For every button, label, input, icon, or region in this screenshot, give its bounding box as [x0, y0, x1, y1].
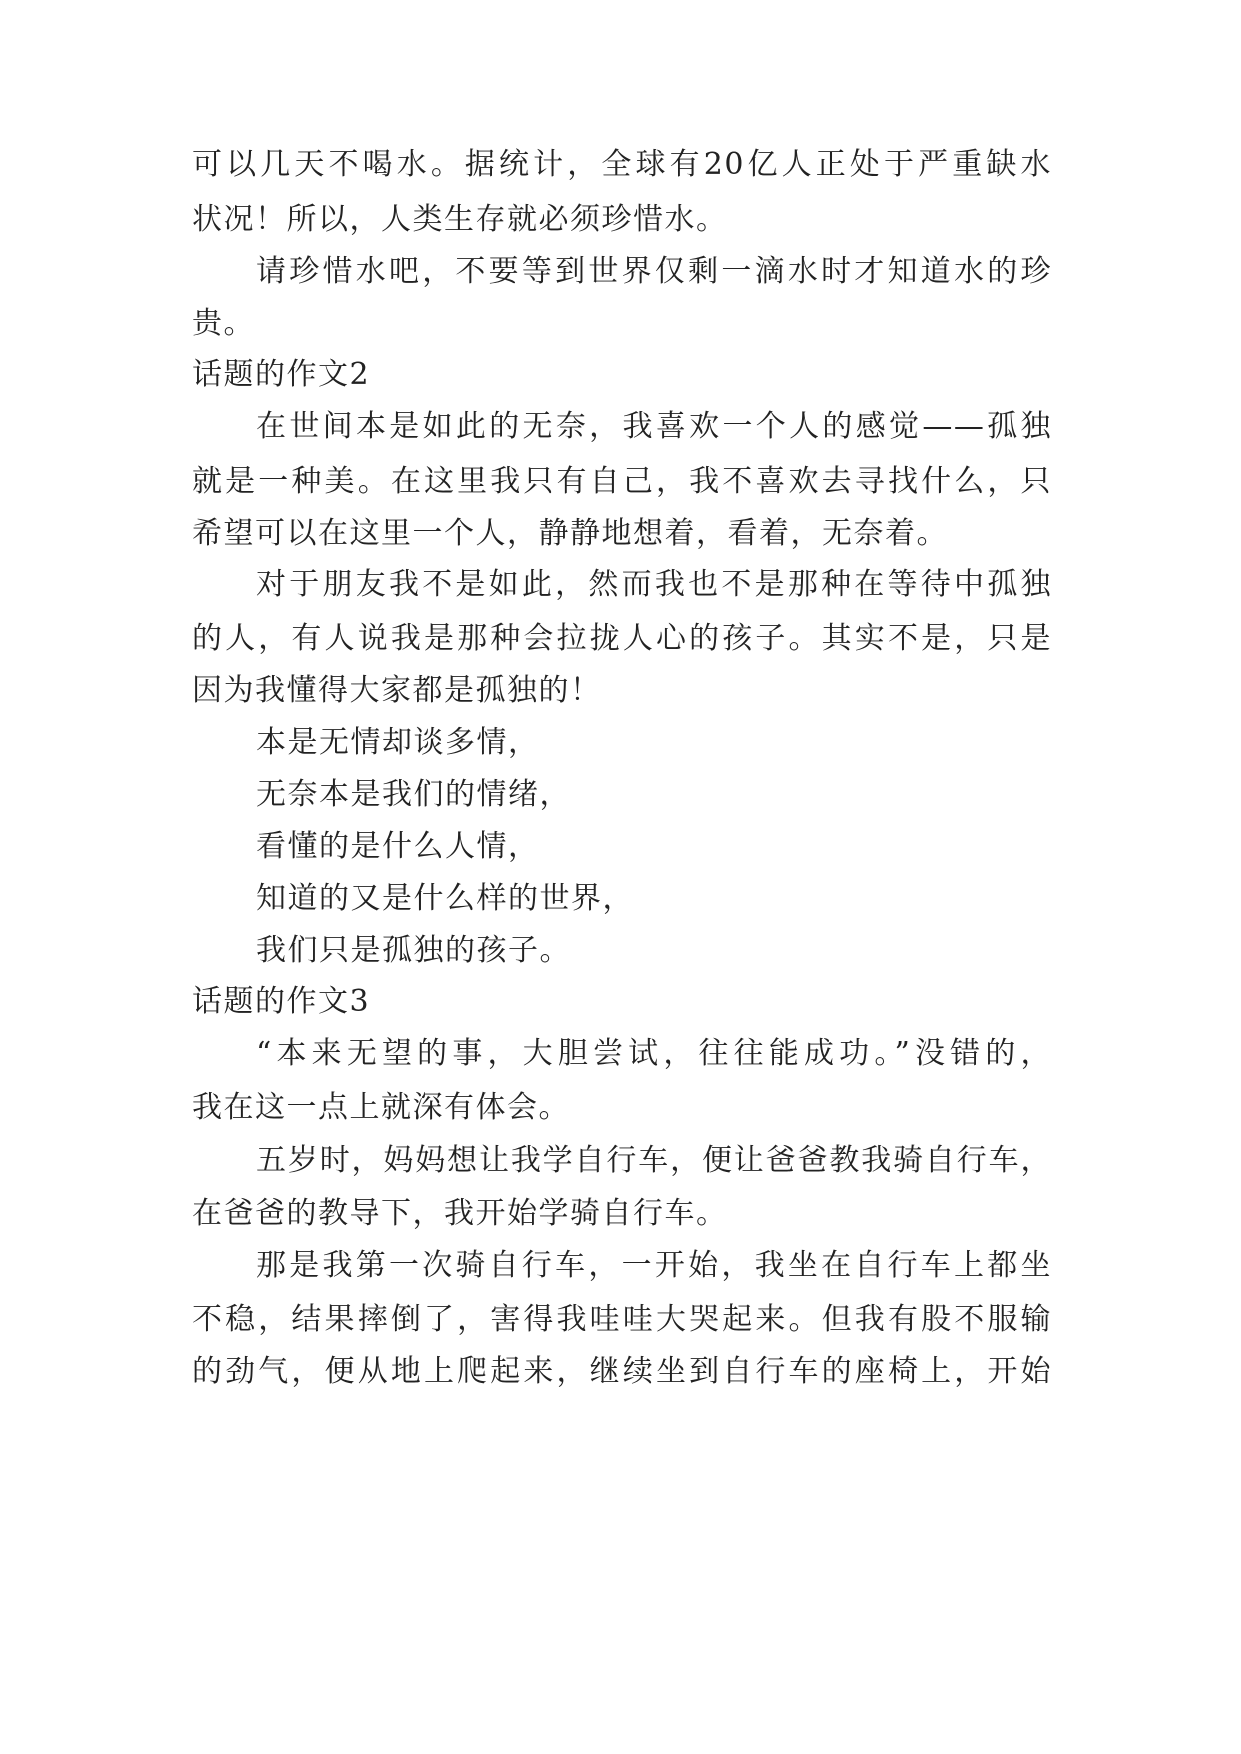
text-line: 请珍惜水吧，不要等到世界仅剩一滴水时才知道水的珍 [256, 254, 1052, 289]
text-line: 不稳，结果摔倒了，害得我哇哇大哭起来。但我有股不服输 [192, 1302, 1052, 1337]
section-heading: 话题的作文3 [192, 984, 371, 1019]
text-line: 那是我第一次骑自行车，一开始，我坐在自行车上都坐 [256, 1248, 1052, 1283]
text-line: 可以几天不喝水。据统计，全球有20亿人正处于严重缺水 [192, 147, 1052, 182]
text-line: 希望可以在这里一个人，静静地想着，看着，无奈着。 [192, 516, 948, 551]
poem-line: 知道的又是什么样的世界， [256, 881, 634, 916]
text-line: 在世间本是如此的无奈，我喜欢一个人的感觉——孤独 [256, 409, 1052, 444]
text-line: 五岁时，妈妈想让我学自行车，便让爸爸教我骑自行车， [256, 1143, 1052, 1178]
text-line: 的人，有人说我是那种会拉拢人心的孩子。其实不是，只是 [192, 621, 1052, 656]
text-line: 因为我懂得大家都是孤独的！ [192, 673, 602, 708]
poem-line: 无奈本是我们的情绪， [256, 777, 571, 812]
text-line: “本来无望的事，大胆尝试，往往能成功。”没错的， [256, 1036, 1052, 1071]
text-line: 对于朋友我不是如此，然而我也不是那种在等待中孤独 [256, 567, 1052, 602]
poem-line: 看懂的是什么人情， [256, 829, 540, 864]
text-line: 贵。 [192, 306, 255, 341]
poem-line: 我们只是孤独的孩子。 [256, 933, 571, 968]
section-heading: 话题的作文2 [192, 357, 371, 392]
poem-line: 本是无情却谈多情， [256, 725, 540, 760]
text-line: 我在这一点上就深有体会。 [192, 1090, 570, 1125]
text-line: 状况！所以，人类生存就必须珍惜水。 [192, 202, 728, 237]
text-line: 就是一种美。在这里我只有自己，我不喜欢去寻找什么，只 [192, 464, 1052, 499]
text-line: 的劲气，便从地上爬起来，继续坐到自行车的座椅上，开始 [192, 1354, 1052, 1389]
text-line: 在爸爸的教导下，我开始学骑自行车。 [192, 1196, 728, 1231]
